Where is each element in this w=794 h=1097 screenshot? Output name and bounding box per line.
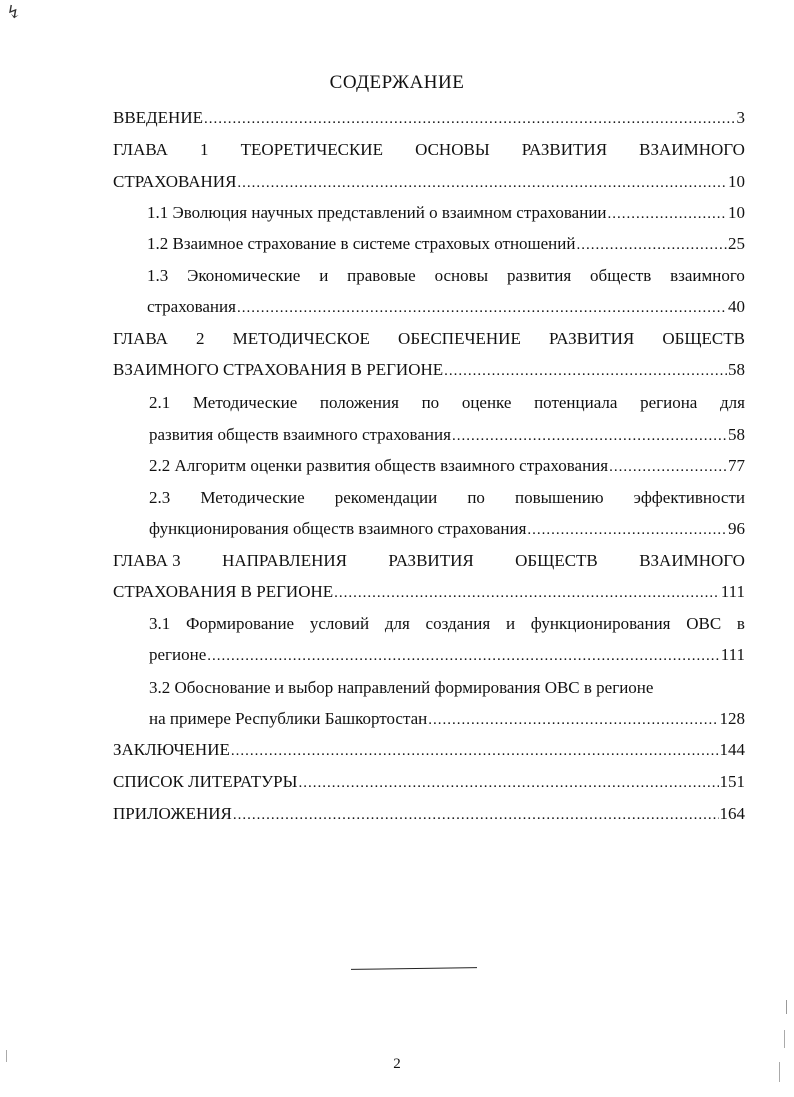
toc-word: МЕТОДИЧЕСКОЕ bbox=[232, 329, 370, 348]
toc-word: 3.1 bbox=[149, 614, 171, 633]
toc-word: 2 bbox=[196, 329, 205, 348]
toc-section-2-2[interactable] bbox=[149, 454, 745, 478]
toc-word: Методические bbox=[200, 488, 305, 507]
toc-entry-text: функционирования обществ взаимного страхования bbox=[149, 519, 527, 538]
toc-word: потенциала bbox=[534, 393, 618, 412]
toc-page-number: 111 bbox=[720, 582, 745, 601]
toc-word: Методические bbox=[192, 393, 298, 412]
toc-section-3-1-line[interactable] bbox=[149, 643, 745, 667]
toc-section-1-3-heading[interactable] bbox=[147, 264, 745, 288]
toc-word: для bbox=[384, 614, 410, 633]
toc-entry-references[interactable] bbox=[113, 770, 745, 794]
toc-entry-text: ПРИЛОЖЕНИЯ bbox=[113, 804, 232, 823]
toc-entry-text: 1.1 Эволюция научных представлений о взаимном страховании bbox=[147, 203, 607, 222]
toc-word: по bbox=[467, 488, 485, 507]
toc-leader-dots bbox=[608, 202, 727, 226]
toc-page-number: 96 bbox=[728, 519, 745, 538]
toc-leader-dots bbox=[237, 296, 727, 320]
toc-chapter-2-line[interactable] bbox=[113, 358, 745, 382]
toc-leader-dots bbox=[576, 233, 727, 257]
toc-word: 2.1 bbox=[149, 393, 171, 412]
toc-entry-text: 3.2 Обоснование и выбор направлений формирования ОВС в регионе bbox=[149, 678, 654, 697]
toc-section-2-3-heading[interactable] bbox=[149, 486, 745, 510]
scan-mark bbox=[6, 1050, 7, 1062]
toc-word: по bbox=[421, 393, 440, 412]
toc-page-number: 10 bbox=[728, 203, 745, 222]
toc-word: создания bbox=[425, 614, 491, 633]
toc-word: и bbox=[505, 614, 516, 633]
toc-word: оценке bbox=[461, 393, 512, 412]
toc-word: РАЗВИТИЯ bbox=[388, 551, 474, 570]
toc-leader-dots bbox=[237, 171, 727, 195]
toc-word: ТЕОРЕТИЧЕСКИЕ bbox=[240, 140, 383, 159]
toc-word: 1 bbox=[200, 140, 209, 159]
toc-page-number: 40 bbox=[728, 297, 745, 316]
toc-word: региона bbox=[640, 393, 698, 412]
toc-entry-text: развития обществ взаимного страхования bbox=[149, 425, 451, 444]
toc-word: повышению bbox=[515, 488, 604, 507]
toc-word: ГЛАВА bbox=[113, 140, 168, 159]
toc-section-2-1-line[interactable] bbox=[149, 423, 745, 447]
toc-word: ГЛАВА 3 bbox=[113, 551, 181, 570]
toc-leader-dots bbox=[444, 359, 727, 383]
toc-word: функционирования bbox=[530, 614, 671, 633]
toc-section-1-1[interactable] bbox=[147, 201, 745, 225]
toc-section-1-2[interactable] bbox=[147, 232, 745, 256]
toc-word: ОБЩЕСТВ bbox=[662, 329, 745, 348]
scan-mark bbox=[786, 1000, 787, 1014]
toc-word: Формирование bbox=[185, 614, 295, 633]
toc-leader-dots bbox=[609, 455, 727, 479]
toc-word: условий bbox=[309, 614, 370, 633]
toc-leader-dots bbox=[231, 739, 719, 763]
toc-word: 1.3 bbox=[147, 266, 169, 285]
toc-page-number: 151 bbox=[719, 772, 745, 791]
toc-word: правовые bbox=[347, 266, 416, 285]
toc-section-1-3-line[interactable] bbox=[147, 295, 745, 319]
toc-word: ГЛАВА bbox=[113, 329, 168, 348]
toc-chapter-3-heading[interactable] bbox=[113, 549, 745, 573]
toc-word: 2.3 bbox=[149, 488, 171, 507]
scan-mark bbox=[784, 1030, 785, 1048]
toc-entry-text: на примере Республики Башкортостан bbox=[149, 709, 428, 728]
scan-mark bbox=[779, 1062, 780, 1082]
toc-leader-dots bbox=[428, 708, 718, 732]
toc-word: для bbox=[720, 393, 745, 412]
toc-entry-appendices[interactable] bbox=[113, 802, 745, 826]
toc-word: в bbox=[736, 614, 745, 633]
toc-leader-dots bbox=[334, 581, 720, 605]
page-title: СОДЕРЖАНИЕ bbox=[329, 72, 465, 93]
toc-page-number: 58 bbox=[728, 360, 745, 379]
toc-entry-text: СПИСОК ЛИТЕРАТУРЫ bbox=[113, 772, 298, 791]
toc-entry-text: СТРАХОВАНИЯ В РЕГИОНЕ bbox=[113, 582, 334, 601]
toc-page-number: 77 bbox=[728, 456, 745, 475]
toc-word: РАЗВИТИЯ bbox=[521, 140, 608, 159]
toc-word: Экономические bbox=[187, 266, 301, 285]
toc-page-number: 128 bbox=[719, 709, 745, 728]
toc-entry-text: 2.2 Алгоритм оценки развития обществ взаимного страхования bbox=[149, 456, 609, 475]
toc-word: НАПРАВЛЕНИЯ bbox=[222, 551, 347, 570]
handwritten-corner-mark: ↯ bbox=[6, 2, 22, 22]
toc-leader-dots bbox=[233, 803, 719, 827]
toc-chapter-3-line[interactable] bbox=[113, 580, 745, 604]
toc-section-3-2-heading[interactable] bbox=[149, 676, 745, 700]
toc-chapter-1-line[interactable] bbox=[113, 170, 745, 194]
toc-word: ВЗАИМНОГО bbox=[639, 140, 745, 159]
toc-entry-text: ВВЕДЕНИЕ bbox=[113, 108, 203, 127]
toc-section-2-1-heading[interactable] bbox=[149, 391, 745, 415]
toc-entry-text: регионе bbox=[149, 645, 207, 664]
toc-word: рекомендации bbox=[334, 488, 438, 507]
toc-page-number: 164 bbox=[719, 804, 745, 823]
toc-page-number: 25 bbox=[728, 234, 745, 253]
toc-page-number: 111 bbox=[720, 645, 745, 664]
toc-chapter-1-heading[interactable] bbox=[113, 138, 745, 162]
toc-leader-dots bbox=[298, 771, 718, 795]
toc-word: взаимного bbox=[670, 266, 745, 285]
toc-word: ОСНОВЫ bbox=[415, 140, 490, 159]
toc-word: положения bbox=[319, 393, 399, 412]
toc-leader-dots bbox=[452, 424, 727, 448]
toc-entry-intro[interactable] bbox=[113, 106, 745, 130]
toc-leader-dots bbox=[527, 518, 727, 542]
toc-entry-text: ЗАКЛЮЧЕНИЕ bbox=[113, 740, 230, 759]
toc-word: эффективности bbox=[633, 488, 745, 507]
toc-leader-dots bbox=[204, 107, 736, 131]
toc-entry-conclusion[interactable] bbox=[113, 738, 745, 762]
toc-page-number: 144 bbox=[719, 740, 745, 759]
toc-entry-text: ВЗАИМНОГО СТРАХОВАНИЯ В РЕГИОНЕ bbox=[113, 360, 444, 379]
toc-page-number: 58 bbox=[728, 425, 745, 444]
toc-word: основы bbox=[434, 266, 489, 285]
toc-section-2-3-line[interactable] bbox=[149, 517, 745, 541]
toc-word: ОБЕСПЕЧЕНИЕ bbox=[398, 329, 521, 348]
toc-word: развития bbox=[506, 266, 572, 285]
toc-word: ВЗАИМНОГО bbox=[639, 551, 745, 570]
toc-word: РАЗВИТИЯ bbox=[548, 329, 635, 348]
toc-entry-text: 1.2 Взаимное страхование в системе страховых отношений bbox=[147, 234, 576, 253]
toc-word: ОВС bbox=[686, 614, 722, 633]
toc-word: обществ bbox=[590, 266, 652, 285]
toc-entry-text: СТРАХОВАНИЯ bbox=[113, 172, 237, 191]
toc-page-number: 10 bbox=[728, 172, 745, 191]
toc-leader-dots bbox=[207, 644, 719, 668]
toc-word: ОБЩЕСТВ bbox=[515, 551, 598, 570]
toc-chapter-2-heading[interactable] bbox=[113, 327, 745, 351]
toc-page-number: 3 bbox=[736, 108, 745, 127]
toc-section-3-1-heading[interactable] bbox=[149, 612, 745, 636]
page-number: 2 bbox=[393, 1056, 401, 1072]
toc-section-3-2-line[interactable] bbox=[149, 707, 745, 731]
toc-word: и bbox=[319, 266, 329, 285]
toc-entry-text: страхования bbox=[147, 297, 236, 316]
